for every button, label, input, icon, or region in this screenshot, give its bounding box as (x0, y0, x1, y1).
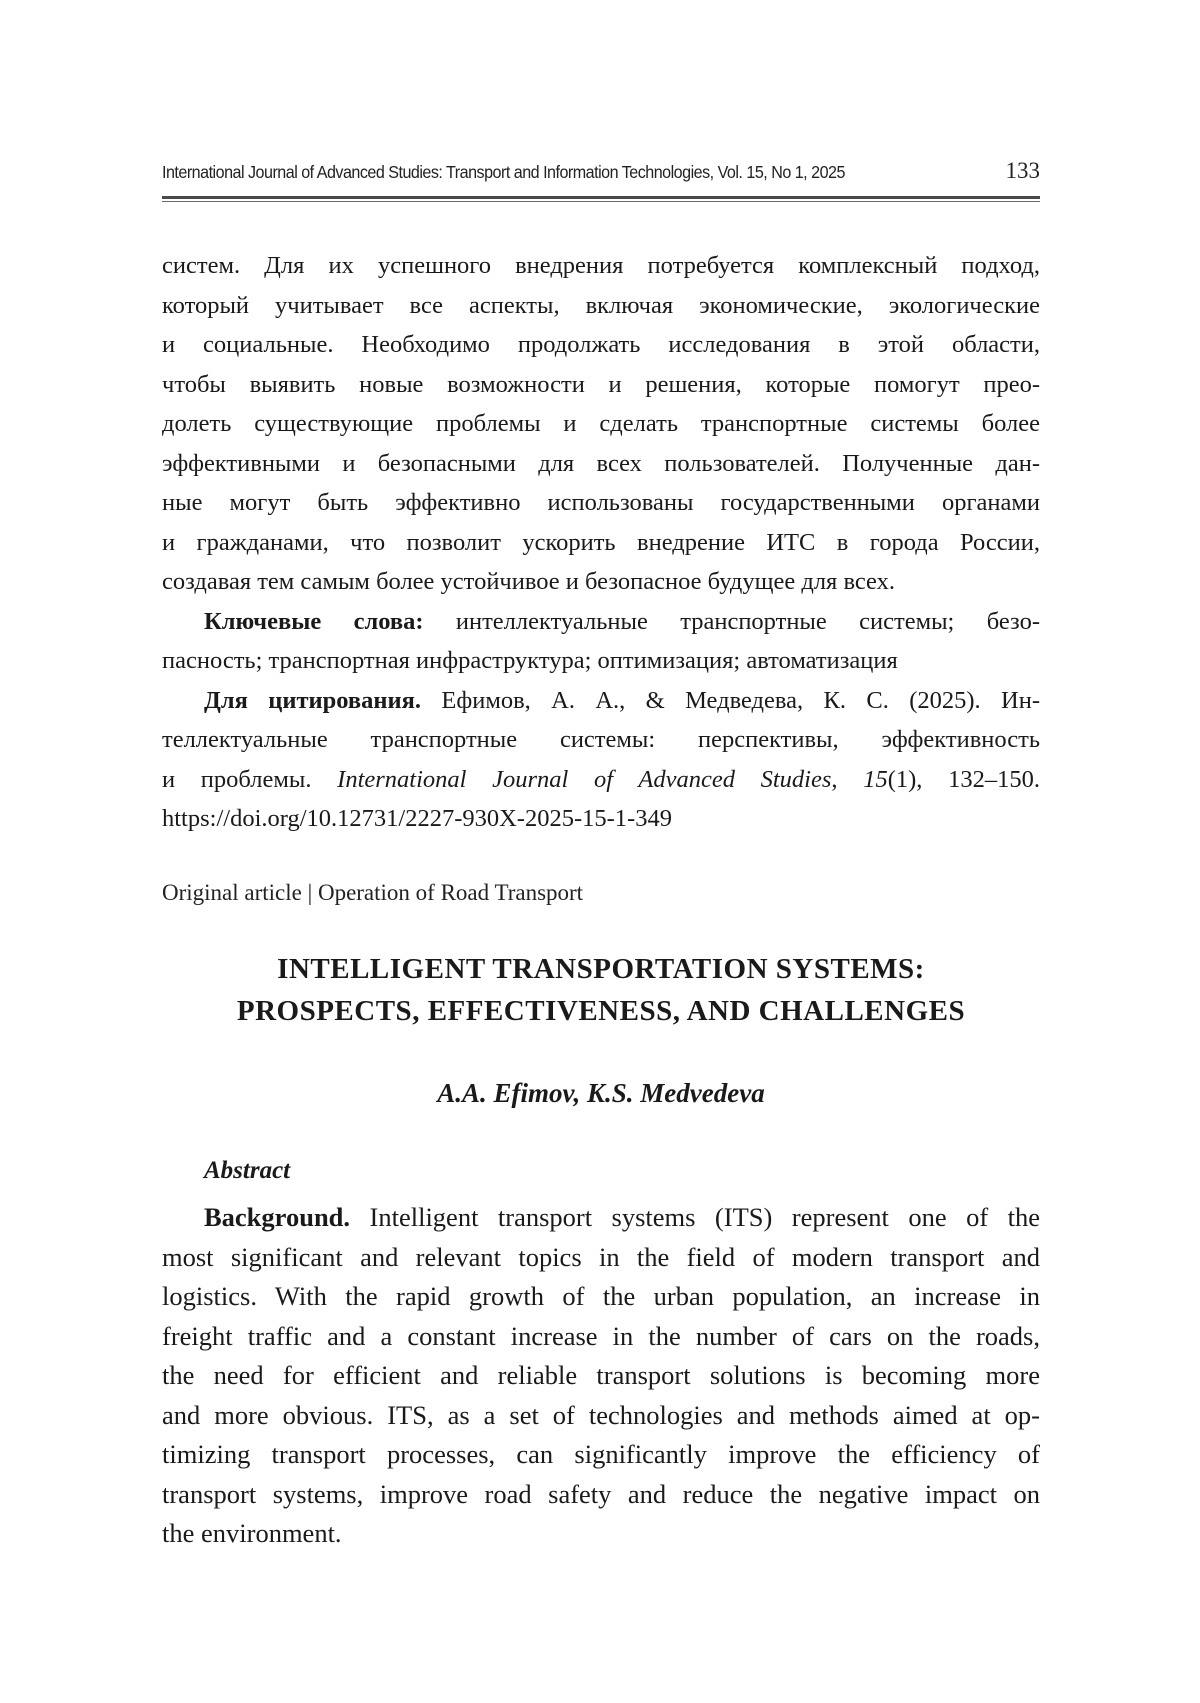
ru-line-2: который учитывает все аспекты, включая экономические, экологические (162, 291, 1040, 319)
ru-line-3: и социальные. Необходимо продолжать исследования в этой области, (162, 331, 1040, 358)
running-title: International Journal of Advanced Studies: Transport and Information Technologies, Vol. 15, No 1, 2025 (162, 162, 845, 182)
journal-page (162, 0, 1040, 1703)
en-line-6: and more obvious. ITS, as a set of technologies and methods aimed at op- (162, 1399, 1040, 1430)
en-line-7: timizing transport processes, can significantly improve the efficiency of (162, 1439, 1040, 1469)
en-line-4: freight traffic and a constant increase in the number of cars on the roads, (162, 1320, 1040, 1351)
section-label: Original article | Operation of Road Transport (162, 880, 584, 905)
citation-text-1: Ефимов, А. А., & Медведева, К. С. (2025). Ин- (420, 686, 1040, 714)
en-line-2: most significant and relevant topics in the field of modern transport and (162, 1241, 1040, 1272)
en-line-1 (162, 1198, 1040, 1238)
citation-volume: 15 (863, 765, 888, 793)
keywords-line-1 (162, 602, 1040, 642)
authors: A.A. Efimov, K.S. Medvedeva (437, 1078, 765, 1108)
ru-line-6: эффективными и безопасными для всех пользователей. Полученные дан- (162, 449, 1040, 477)
running-header (162, 158, 1040, 184)
background-label: Background. (204, 1202, 351, 1232)
citation-suffix: (1), 132–150. (887, 765, 1040, 793)
citation-line-3 (162, 760, 1040, 800)
en-line-3: logistics. With the rapid growth of the urban population, an increase in (162, 1281, 1040, 1311)
citation-line-2: теллектуальные транспортные системы: перспективы, эффективность (162, 726, 1040, 753)
abstract-heading: Abstract (204, 1157, 291, 1184)
keywords-line-2: пасность; транспортная инфраструктура; оптимизация; автоматизация (162, 647, 898, 674)
header-rule-thin (162, 201, 1040, 202)
english-abstract (162, 1198, 1040, 1554)
article-title-line-2: PROSPECTS, EFFECTIVENESS, AND CHALLENGES (236, 995, 966, 1027)
en-line-9: the environment. (162, 1518, 342, 1548)
article-title-line-1: INTELLIGENT TRANSPORTATION SYSTEMS: (277, 953, 925, 985)
citation-sep: , (831, 765, 864, 793)
article-title (162, 948, 1040, 1032)
keywords-label: Ключевые слова: (204, 607, 424, 635)
ru-line-4: чтобы выявить новые возможности и решения, которые помогут прео- (162, 370, 1040, 398)
keywords-text-1: интеллектуальные транспортные системы; безо- (423, 607, 1040, 635)
citation-prefix: и проблемы. (162, 765, 338, 793)
citation-journal: International Journal of Advanced Studies (337, 765, 832, 793)
ru-line-1: систем. Для их успешного внедрения потребуется комплексный подход, (162, 252, 1040, 279)
header-rule-thick (162, 196, 1040, 199)
russian-abstract (162, 246, 1040, 839)
ru-line-9: создавая тем самым более устойчивое и безопасное будущее для всех. (162, 568, 895, 595)
citation-line-1 (162, 681, 1040, 721)
ru-line-8: и гражданами, что позволит ускорить внедрение ИТС в города России, (162, 528, 1040, 556)
citation-label: Для цитирования. (204, 686, 421, 714)
ru-line-5: долеть существующие проблемы и сделать транспортные системы более (162, 410, 1040, 437)
ru-line-7: ные могут быть эффективно использованы государственными органами (162, 489, 1040, 516)
en-line-5: the need for efficient and reliable transport solutions is becoming more (162, 1360, 1040, 1390)
citation-doi[interactable]: https://doi.org/10.12731/2227-930X-2025-15-1-349 (162, 805, 672, 832)
page-number: 133 (1005, 158, 1040, 183)
en-line-8: transport systems, improve road safety and reduce the negative impact on (162, 1478, 1040, 1509)
en-line-1-text: Intelligent transport systems (ITS) represent one of the (350, 1202, 1040, 1232)
